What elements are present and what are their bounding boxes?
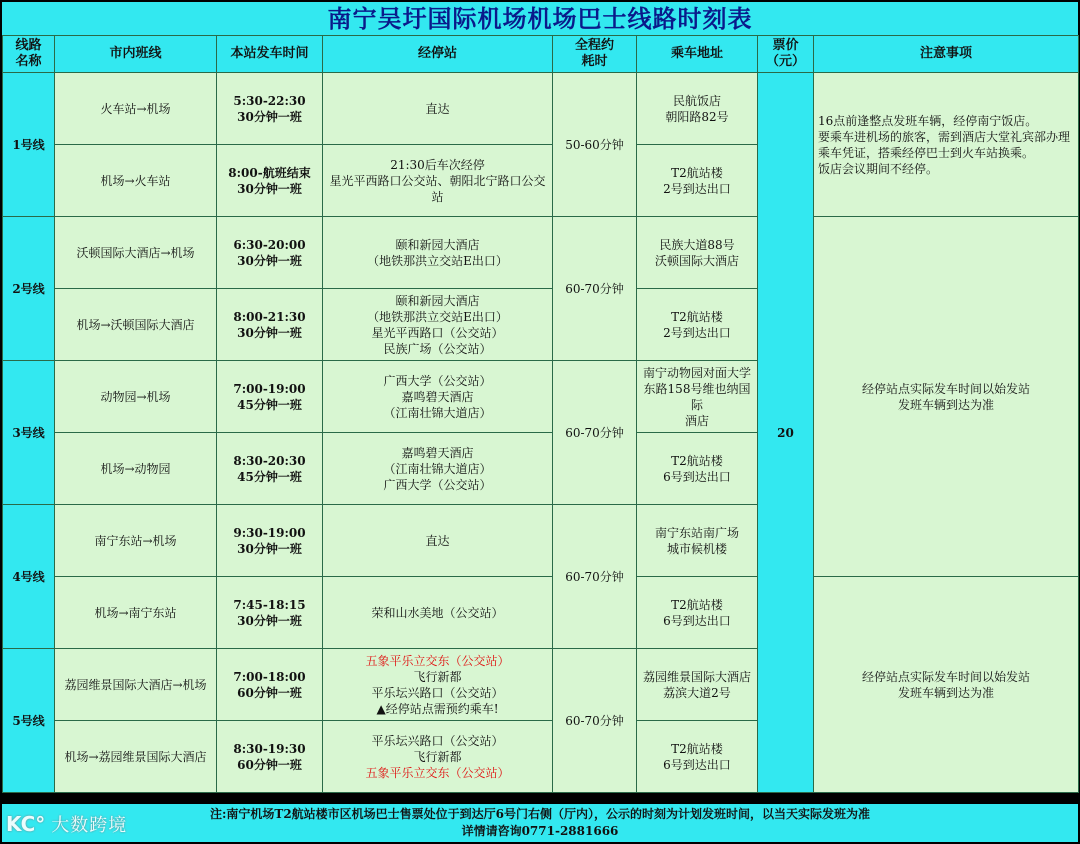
header-row bbox=[3, 36, 1079, 73]
stops-cell: 21:30后车次经停 星光平西路口公交站、朝阳北宁路口公交站 bbox=[323, 145, 553, 217]
boarding-cell: T2航站楼 6号到达出口 bbox=[637, 433, 758, 505]
boarding-cell: T2航站楼 2号到达出口 bbox=[637, 145, 758, 217]
stops-cell: 颐和新园大酒店 （地铁那洪立交站E出口） 星光平西路口（公交站） 民族广场（公交站） bbox=[323, 289, 553, 361]
stops-cell: 颐和新园大酒店 （地铁那洪立交站E出口） bbox=[323, 217, 553, 289]
time-cell: 8:30-20:30 45分钟一班 bbox=[217, 433, 323, 505]
stops-cell: 直达 bbox=[323, 505, 553, 577]
stops-cell: 广西大学（公交站） 嘉鸣碧天酒店 （江南壮锦大道店） bbox=[323, 361, 553, 433]
stops-cell: 直达 bbox=[323, 73, 553, 145]
duration-cell: 60-70分钟 bbox=[553, 649, 637, 793]
line-name: 1号线 bbox=[3, 73, 55, 217]
header-stops: 经停站 bbox=[323, 36, 553, 73]
route-cell: 沃顿国际大酒店→机场 bbox=[55, 217, 217, 289]
boarding-cell: 南宁东站南广场 城市候机楼 bbox=[637, 505, 758, 577]
logo-mark: KC° bbox=[6, 812, 46, 836]
route-cell: 机场→南宁东站 bbox=[55, 577, 217, 649]
stops-cell: 平乐坛兴路口（公交站） 飞行新都 五象平乐立交东（公交站） bbox=[323, 721, 553, 793]
route-cell: 机场→火车站 bbox=[55, 145, 217, 217]
route-cell: 机场→动物园 bbox=[55, 433, 217, 505]
time-cell: 8:30-19:30 60分钟一班 bbox=[217, 721, 323, 793]
page-title: 南宁吴圩国际机场机场巴士线路时刻表 bbox=[2, 2, 1078, 35]
boarding-cell: 民航饭店 朝阳路82号 bbox=[637, 73, 758, 145]
stops-cell: 五象平乐立交东（公交站） 飞行新都 平乐坛兴路口（公交站） ▲经停站点需预约乘车! bbox=[323, 649, 553, 721]
time-cell: 6:30-20:00 30分钟一班 bbox=[217, 217, 323, 289]
duration-cell: 60-70分钟 bbox=[553, 361, 637, 505]
header-notes: 注意事项 bbox=[814, 36, 1079, 73]
header-depart: 本站发车时间 bbox=[217, 36, 323, 73]
line-name: 4号线 bbox=[3, 505, 55, 649]
notes-cell: 经停站点实际发车时间以始发站 发班车辆到达为准 bbox=[814, 577, 1079, 793]
route-cell: 荔园维景国际大酒店→机场 bbox=[55, 649, 217, 721]
line-name: 5号线 bbox=[3, 649, 55, 793]
boarding-cell: T2航站楼 2号到达出口 bbox=[637, 289, 758, 361]
header-line: 线路 名称 bbox=[3, 36, 55, 73]
header-route: 市内班线 bbox=[55, 36, 217, 73]
route-cell: 机场→沃顿国际大酒店 bbox=[55, 289, 217, 361]
footer-contact: 详情请咨询0771-2881666 bbox=[461, 824, 619, 838]
route-cell: 南宁东站→机场 bbox=[55, 505, 217, 577]
line-name: 2号线 bbox=[3, 217, 55, 361]
footer-note bbox=[2, 804, 1078, 842]
watermark-logo bbox=[6, 810, 146, 838]
stops-cell: 荣和山水美地（公交站） bbox=[323, 577, 553, 649]
table-row bbox=[3, 217, 1079, 289]
footer-line: 注:南宁机场T2航站楼市区机场巴士售票处位于到达厅6号门右侧（厅内），公示的时刻为计划发班时间，以当天实际发班为准 bbox=[209, 807, 871, 821]
time-cell: 7:00-19:00 45分钟一班 bbox=[217, 361, 323, 433]
header-price: 票价 （元） bbox=[758, 36, 814, 73]
route-cell: 机场→荔园维景国际大酒店 bbox=[55, 721, 217, 793]
time-cell: 9:30-19:00 30分钟一班 bbox=[217, 505, 323, 577]
duration-cell: 60-70分钟 bbox=[553, 505, 637, 649]
price-cell: 20 bbox=[758, 73, 814, 793]
header-duration: 全程约 耗时 bbox=[553, 36, 637, 73]
time-cell: 8:00-航班结束 30分钟一班 bbox=[217, 145, 323, 217]
time-cell: 5:30-22:30 30分钟一班 bbox=[217, 73, 323, 145]
boarding-cell: 南宁动物园对面大学 东路158号维也纳国际 酒店 bbox=[637, 361, 758, 433]
logo-text: 大数跨境 bbox=[51, 815, 128, 836]
notes-cell: 经停站点实际发车时间以始发站 发班车辆到达为准 bbox=[814, 217, 1079, 577]
boarding-cell: 民族大道88号 沃顿国际大酒店 bbox=[637, 217, 758, 289]
boarding-cell: T2航站楼 6号到达出口 bbox=[637, 577, 758, 649]
duration-cell: 50-60分钟 bbox=[553, 73, 637, 217]
time-cell: 7:45-18:15 30分钟一班 bbox=[217, 577, 323, 649]
table-row bbox=[3, 73, 1079, 145]
time-cell: 7:00-18:00 60分钟一班 bbox=[217, 649, 323, 721]
schedule-table bbox=[2, 35, 1079, 793]
time-cell: 8:00-21:30 30分钟一班 bbox=[217, 289, 323, 361]
notes-cell: 16点前逢整点发班车辆，经停南宁饭店。 要乘车进机场的旅客，需到酒店大堂礼宾部办理乘车凭证，搭乘经停巴士到火车站换乘。 饭店会议期间不经停。 bbox=[814, 73, 1079, 217]
route-cell: 火车站→机场 bbox=[55, 73, 217, 145]
route-cell: 动物园→机场 bbox=[55, 361, 217, 433]
boarding-cell: 荔园维景国际大酒店 荔滨大道2号 bbox=[637, 649, 758, 721]
duration-cell: 60-70分钟 bbox=[553, 217, 637, 361]
header-boarding: 乘车地址 bbox=[637, 36, 758, 73]
stops-cell: 嘉鸣碧天酒店 （江南壮锦大道店） 广西大学（公交站） bbox=[323, 433, 553, 505]
table-row bbox=[3, 577, 1079, 649]
boarding-cell: T2航站楼 6号到达出口 bbox=[637, 721, 758, 793]
line-name: 3号线 bbox=[3, 361, 55, 505]
